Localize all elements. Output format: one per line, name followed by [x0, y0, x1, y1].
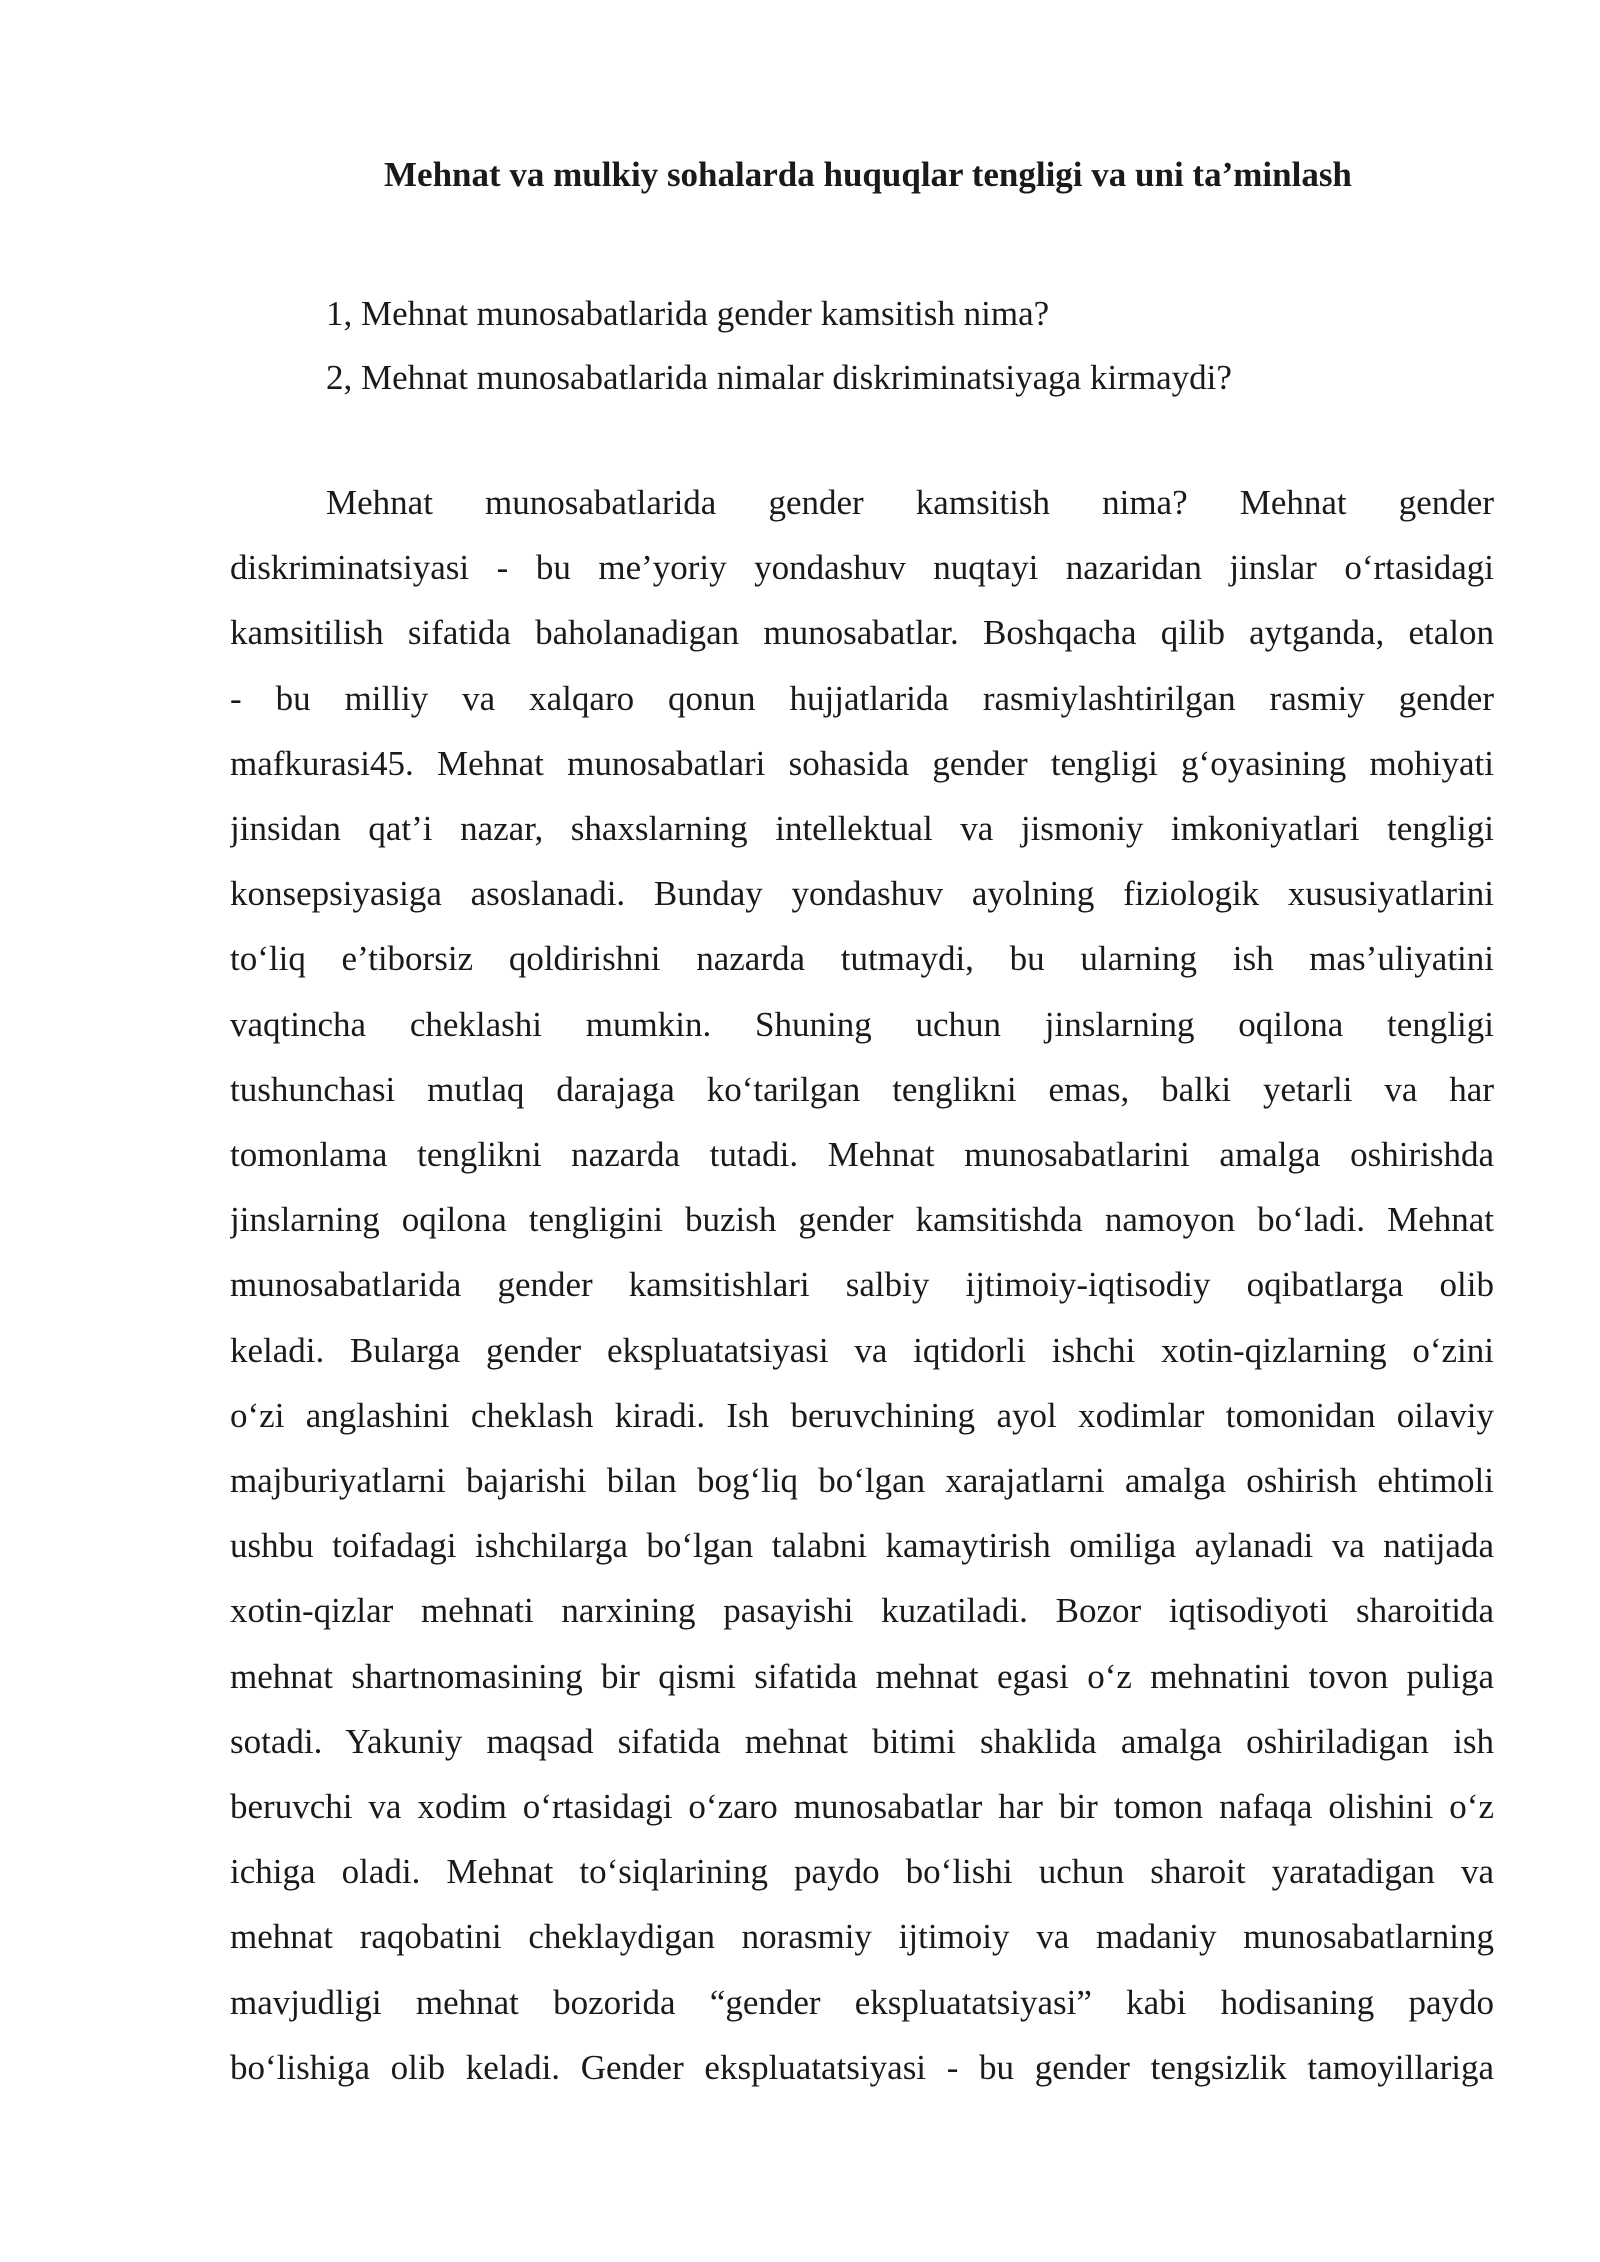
paragraph-line: mavjudligi mehnat bozorida “gender ekspluatatsiyasi” kabi hodisaning paydo — [230, 1982, 1494, 2022]
paragraph-line: kamsitilish sifatida baholanadigan munosabatlar. Boshqacha qilib aytganda, etalon — [230, 613, 1494, 653]
paragraph-line: vaqtincha cheklashi mumkin. Shuning uchun jinslarning oqilona tengligi — [230, 1004, 1494, 1044]
paragraph-line: o‘zi anglashini cheklash kiradi. Ish beruvchining ayol xodimlar tomonidan oilaviy — [230, 1395, 1494, 1435]
paragraph-line: diskriminatsiyasi - bu me’yoriy yondashuv nuqtayi nazaridan jinslar o‘rtasidagi — [230, 548, 1494, 588]
paragraph-line: mehnat shartnomasining bir qismi sifatida mehnat egasi o‘z mehnatini tovon puliga — [230, 1656, 1494, 1696]
paragraph-line: ushbu toifadagi ishchilarga bo‘lgan talabni kamaytirish omiliga aylanadi va natijada — [230, 1526, 1494, 1566]
paragraph-line: mehnat raqobatini cheklaydigan norasmiy ijtimoiy va madaniy munosabatlarning — [230, 1917, 1494, 1957]
paragraph-line: ichiga oladi. Mehnat to‘siqlarining paydo bo‘lishi uchun sharoit yaratadigan va — [230, 1852, 1494, 1892]
question-list — [326, 282, 1232, 410]
paragraph-line: bo‘lishiga olib keladi. Gender ekspluatatsiyasi - bu gender tengsizlik tamoyillariga — [230, 2047, 1494, 2087]
paragraph-line: keladi. Bularga gender ekspluatatsiyasi va iqtidorli ishchi xotin-qizlarning o‘zini — [230, 1330, 1494, 1370]
paragraph-line: tomonlama tenglikni nazarda tutadi. Mehnat munosabatlarini amalga oshirishda — [230, 1135, 1494, 1175]
paragraph-line: munosabatlarida gender kamsitishlari salbiy ijtimoiy-iqtisodiy oqibatlarga olib — [230, 1265, 1494, 1305]
question-item: 1, Mehnat munosabatlarida gender kamsitish nima? — [326, 294, 1050, 333]
question-item: 2, Mehnat munosabatlarida nimalar diskriminatsiyaga kirmaydi? — [326, 358, 1232, 397]
paragraph-line: mafkurasi45. Mehnat munosabatlari sohasida gender tengligi g‘oyasining mohiyati — [230, 743, 1494, 783]
paragraph-line: Mehnat munosabatlarida gender kamsitish nima? Mehnat gender — [326, 483, 1494, 522]
paragraph-line: to‘liq e’tiborsiz qoldirishni nazarda tutmaydi, bu ularning ish mas’uliyatini — [230, 939, 1494, 979]
paragraph-line: majburiyatlarni bajarishi bilan bog‘liq bo‘lgan xarajatlarni amalga oshirish ehtimoli — [230, 1461, 1494, 1501]
body-paragraph — [230, 470, 1494, 2100]
paragraph-line: jinsidan qat’i nazar, shaxslarning intellektual va jismoniy imkoniyatlari tengligi — [230, 809, 1494, 849]
paragraph-line: - bu milliy va xalqaro qonun hujjatlarida rasmiylashtirilgan rasmiy gender — [230, 678, 1494, 718]
paragraph-line: sotadi. Yakuniy maqsad sifatida mehnat bitimi shaklida amalga oshiriladigan ish — [230, 1721, 1494, 1761]
paragraph-line: xotin-qizlar mehnati narxining pasayishi kuzatiladi. Bozor iqtisodiyoti sharoitida — [230, 1591, 1494, 1631]
paragraph-line: konsepsiyasiga asoslanadi. Bunday yondashuv ayolning fiziologik xususiyatlarini — [230, 874, 1494, 914]
paragraph-line: tushunchasi mutlaq darajaga ko‘tarilgan tenglikni emas, balki yetarli va har — [230, 1069, 1494, 1109]
document-title: Mehnat va mulkiy sohalarda huquqlar tengligi va uni ta’minlash — [384, 155, 1352, 194]
paragraph-line: jinslarning oqilona tengligini buzish gender kamsitishda namoyon bo‘ladi. Mehnat — [230, 1200, 1494, 1240]
paragraph-line: beruvchi va xodim o‘rtasidagi o‘zaro munosabatlar har bir tomon nafaqa olishini o‘z — [230, 1787, 1494, 1827]
